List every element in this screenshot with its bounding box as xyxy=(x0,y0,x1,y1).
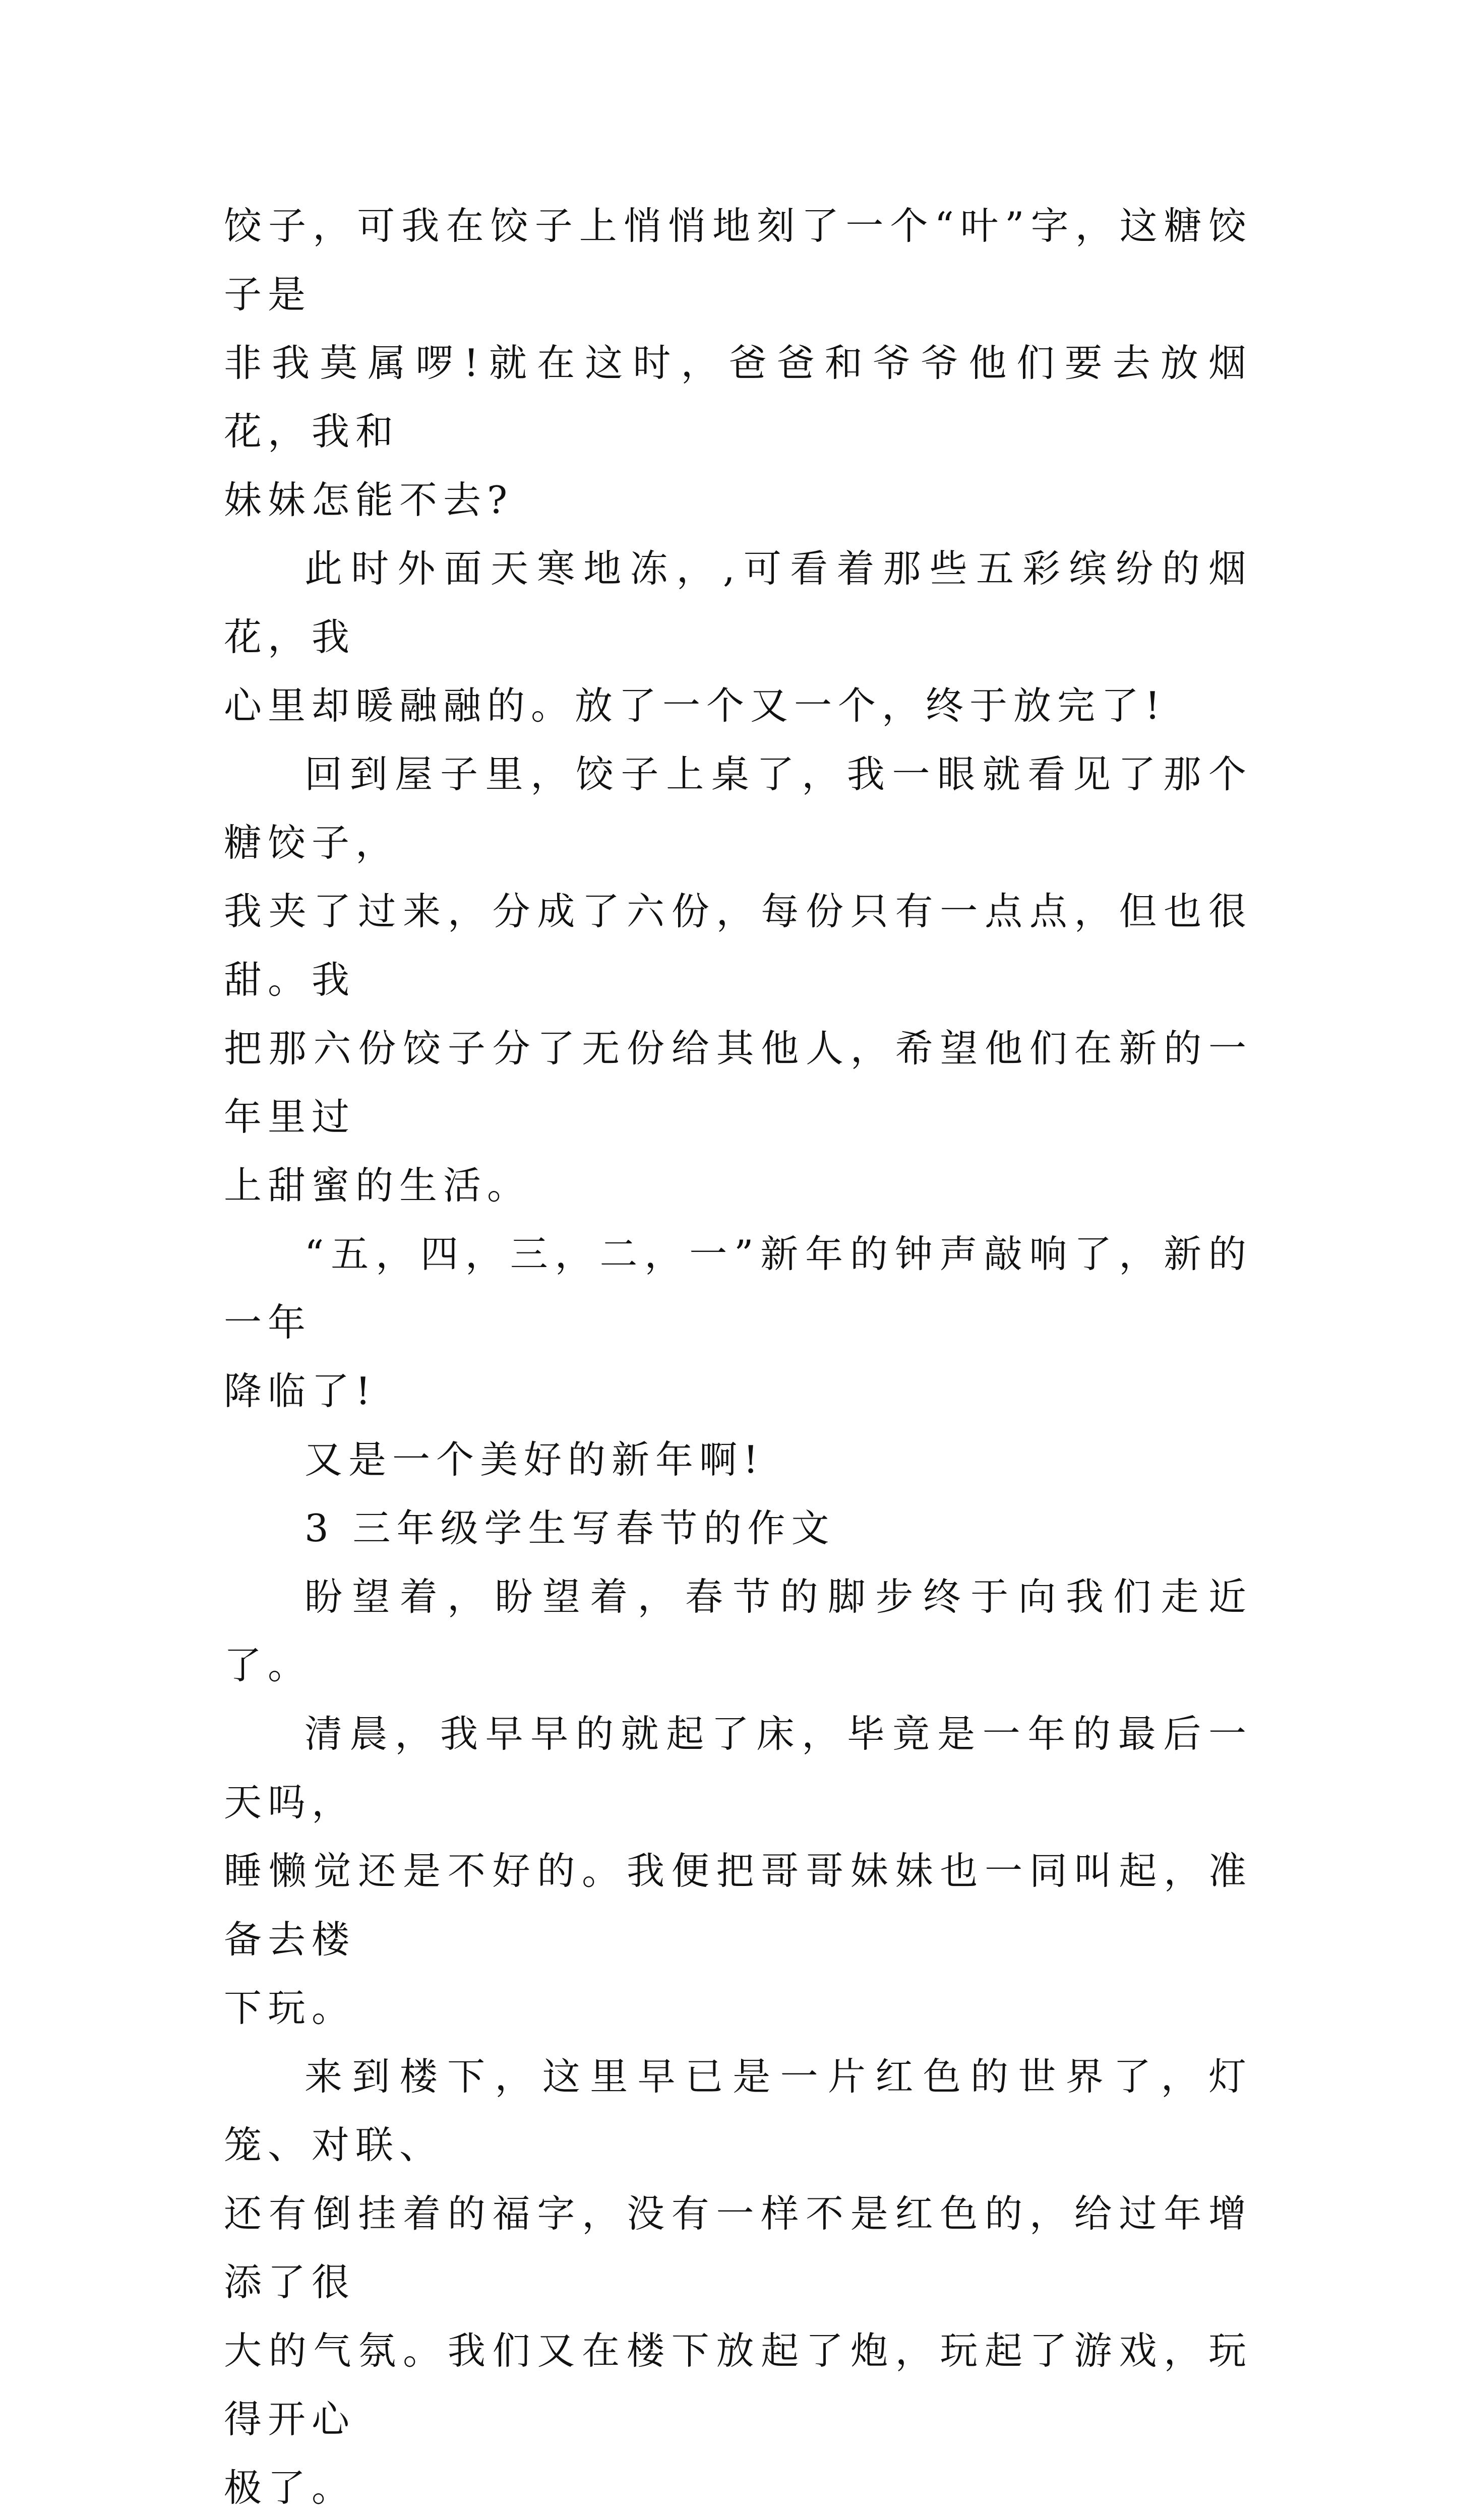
paragraph-9: 来到楼下，这里早已是一片红色的世界了，灯笼、对联、 还有倒挂着的福字，没有一样不是红色的，给过年增添了很 大的气氛。我们又在楼下放起了炮，玩起了游戏，玩得开心 极了。 xyxy=(224,2054,1252,2510)
paragraph-1: 饺子，可我在饺子上悄悄地刻了一个“叶”字，这糖饺子是 非我莫属啰!就在这时，爸爸和爷爷他们要去放烟花，我和 妹妹怎能不去? xyxy=(224,204,1252,522)
paragraph-8: 清晨，我早早的就起了床，毕竟是一年的最后一天吗， 睡懒觉还是不好的。我便把哥哥妹妹也一同叫起，准备去楼 下玩。 xyxy=(224,1712,1252,2030)
paragraph-2: 此时外面天寒地冻，,可看着那些五彩缤纷的烟花，我 心里却暖融融的。放了一个又一个，终于放完了! xyxy=(224,546,1252,728)
paragraph-7: 盼望着，盼望着，春节的脚步终于向我们走近了。 xyxy=(224,1574,1252,1687)
paragraph-5: 又是一个美好的新年啊! xyxy=(305,1437,765,1482)
paragraph-3: 回到屋子里，饺子上桌了，我一眼就看见了那个糖饺子， 我夹了过来，分成了六份，每份只有一点点，但也很甜。我 把那六份饺子分了无份给其他人，希望他们在新的一年里过 上甜蜜的生活。 xyxy=(224,752,1252,1208)
document-body xyxy=(224,192,1252,2520)
section-heading: 3 三年级学生写春节的作文 xyxy=(305,1506,835,1550)
paragraph-4: “五，四，三，二，一”新年的钟声敲响了，新的一年 降临了! xyxy=(224,1232,1252,1413)
